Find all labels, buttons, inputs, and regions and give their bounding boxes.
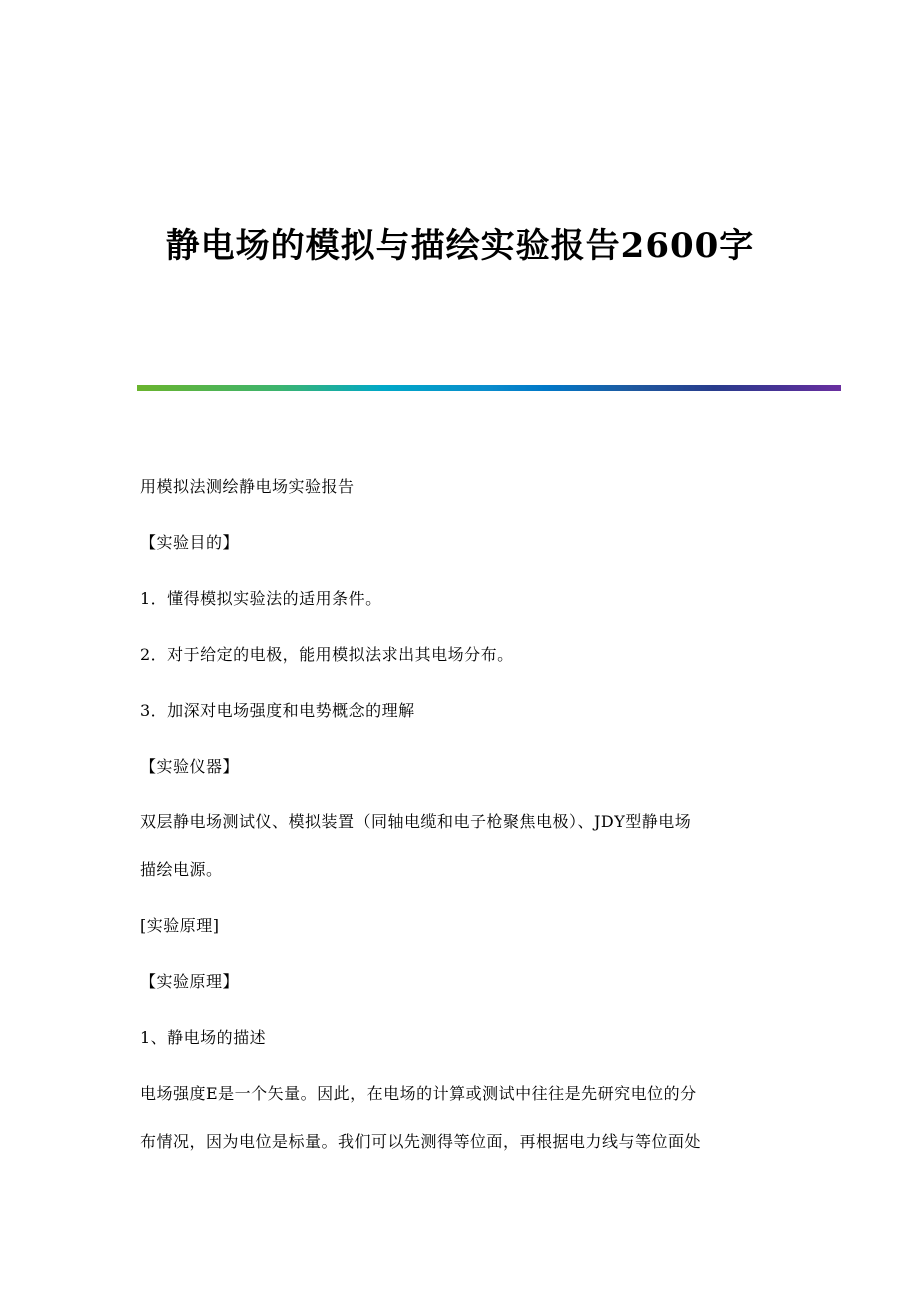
paragraph: 描绘电源。 (140, 860, 223, 879)
list-item: 3．加深对电场强度和电势概念的理解 (140, 701, 415, 720)
section-heading: 【实验原理】 (140, 972, 240, 991)
gradient-divider (137, 385, 841, 391)
subheading: 1、静电场的描述 (140, 1028, 267, 1047)
document-title: 静电场的模拟与描绘实验报告2600字 (165, 226, 755, 266)
section-heading: 【实验目的】 (140, 533, 240, 552)
section-heading: 【实验仪器】 (140, 757, 240, 776)
paragraph: 用模拟法测绘静电场实验报告 (140, 477, 355, 496)
list-item: 2．对于给定的电极，能用模拟法求出其电场分布。 (140, 645, 514, 664)
paragraph: 电场强度E是一个矢量。因此，在电场的计算或测试中往往是先研究电位的分 (140, 1084, 697, 1103)
paragraph: 布情况，因为电位是标量。我们可以先测得等位面，再根据电力线与等位面处 (140, 1132, 702, 1151)
paragraph: 双层静电场测试仪、模拟装置（同轴电缆和电子枪聚焦电极）、JDY型静电场 (140, 812, 692, 831)
list-item: 1．懂得模拟实验法的适用条件。 (140, 589, 382, 608)
section-heading: [实验原理] (140, 916, 220, 935)
